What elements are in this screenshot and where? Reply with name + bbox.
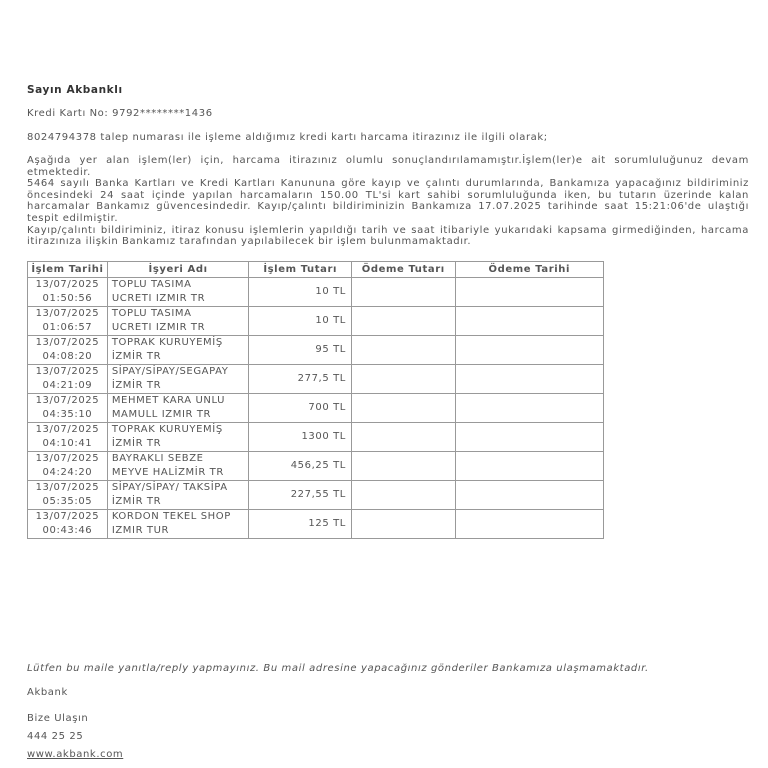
transaction-amount: 456,25 TL [249,451,352,480]
transaction-date: 13/07/2025 00:43:46 [28,509,108,538]
payment-date [455,509,603,538]
transaction-date: 13/07/2025 05:35:05 [28,480,108,509]
no-reply-notice: Lütfen bu maile yanıtla/reply yapmayınız. Bu mail adresine yapacağınız gönderiler Bankamıza ulaşmamaktadır. [27,663,649,674]
transaction-date: 13/07/2025 01:50:56 [28,277,108,306]
transaction-amount: 10 TL [249,306,352,335]
header-transaction-amount: İşlem Tutarı [249,261,352,277]
payment-amount [351,422,455,451]
payment-date [455,306,603,335]
explanation-block [27,155,749,248]
transaction-amount: 10 TL [249,277,352,306]
header-merchant-name: İşyeri Adı [107,261,249,277]
table-header-row [28,261,604,277]
table-row [28,480,604,509]
payment-date [455,422,603,451]
transaction-amount: 1300 TL [249,422,352,451]
table-row [28,277,604,306]
card-number: Kredi Kartı No: 9792********1436 [27,108,213,119]
payment-date [455,364,603,393]
payment-amount [351,277,455,306]
header-transaction-date: İşlem Tarihi [28,261,108,277]
payment-amount [351,393,455,422]
table-row [28,393,604,422]
header-payment-amount: Ödeme Tutarı [351,261,455,277]
transaction-date: 13/07/2025 04:08:20 [28,335,108,364]
website-link[interactable]: www.akbank.com [27,749,124,760]
transaction-amount: 95 TL [249,335,352,364]
table-row [28,422,604,451]
merchant-name: MEHMET KARA UNLU MAMULL IZMIR TR [107,393,249,422]
table-row [28,306,604,335]
transaction-date: 13/07/2025 04:24:20 [28,451,108,480]
payment-amount [351,335,455,364]
email-footer [27,662,749,764]
table-row [28,335,604,364]
merchant-name: TOPRAK KURUYEMİŞ İZMİR TR [107,422,249,451]
payment-amount [351,364,455,393]
table-row [28,364,604,393]
merchant-name: TOPLU TASIMA UCRETI IZMIR TR [107,306,249,335]
merchant-name: BAYRAKLI SEBZE MEYVE HALİZMİR TR [107,451,249,480]
transactions-table [27,261,604,539]
email-body [27,84,749,539]
payment-date [455,335,603,364]
transaction-amount: 125 TL [249,509,352,538]
payment-date [455,451,603,480]
transaction-date: 13/07/2025 04:10:41 [28,422,108,451]
paragraph-conclusion: Kayıp/çalıntı bildiriminiz, itiraz konusu işlemlerin yapıldığı tarih ve saat itibariyle yukarıdaki kapsama girmediğinden, harcama itirazınıza ilişkin Bankamız tarafından yapılabilecek bir işlem bulunmamaktadır. [27,224,749,248]
transaction-date: 13/07/2025 04:21:09 [28,364,108,393]
transaction-amount: 700 TL [249,393,352,422]
merchant-name: SİPAY/SİPAY/ TAKSİPA İZMİR TR [107,480,249,509]
table-row [28,509,604,538]
payment-amount [351,451,455,480]
transaction-amount: 277,5 TL [249,364,352,393]
payment-amount [351,306,455,335]
transaction-date: 13/07/2025 04:35:10 [28,393,108,422]
payment-date [455,480,603,509]
merchant-name: TOPLU TASIMA UCRETI IZMIR TR [107,277,249,306]
merchant-name: TOPRAK KURUYEMİŞ İZMİR TR [107,335,249,364]
paragraph-law: 5464 sayılı Banka Kartları ve Kredi Kartları Kanununa göre kayıp ve çalıntı durumlarında, Bankamıza yapacağınız bildiriminiz öncesindeki 24 saat içinde yapılan harcamaların 150.00 TL'si kart sahibi sorumluluğunda iken, bu tutarın üzerinde kalan harcamalar Bankamız güvencesindedir. Kayıp/çalıntı bildiriminizin Bankamıza 17.07.2025 tarihinde saat 15:21:06'de ulaştığı tespit edilmiştir. [27,178,749,224]
header-payment-date: Ödeme Tarihi [455,261,603,277]
payment-date [455,277,603,306]
greeting: Sayın Akbanklı [27,84,123,96]
merchant-name: SİPAY/SİPAY/SEGAPAY İZMİR TR [107,364,249,393]
payment-date [455,393,603,422]
transaction-amount: 227,55 TL [249,480,352,509]
payment-amount [351,509,455,538]
merchant-name: KORDON TEKEL SHOP IZMIR TUR [107,509,249,538]
contact-label: Bize Ulaşın [27,713,89,724]
paragraph-result: Aşağıda yer alan işlem(ler) için, harcama itirazınız olumlu sonuçlandırılamamıştır.İşlem(ler)e ait sorumluluğunuz devam etmektedir. [27,155,749,178]
bank-name: Akbank [27,687,68,698]
payment-amount [351,480,455,509]
transaction-date: 13/07/2025 01:06:57 [28,306,108,335]
table-row [28,451,604,480]
intro-text: 8024794378 talep numarası ile işleme aldığımız kredi kartı harcama itirazınız ile ilgili olarak; [27,132,548,143]
phone-number: 444 25 25 [27,731,84,742]
